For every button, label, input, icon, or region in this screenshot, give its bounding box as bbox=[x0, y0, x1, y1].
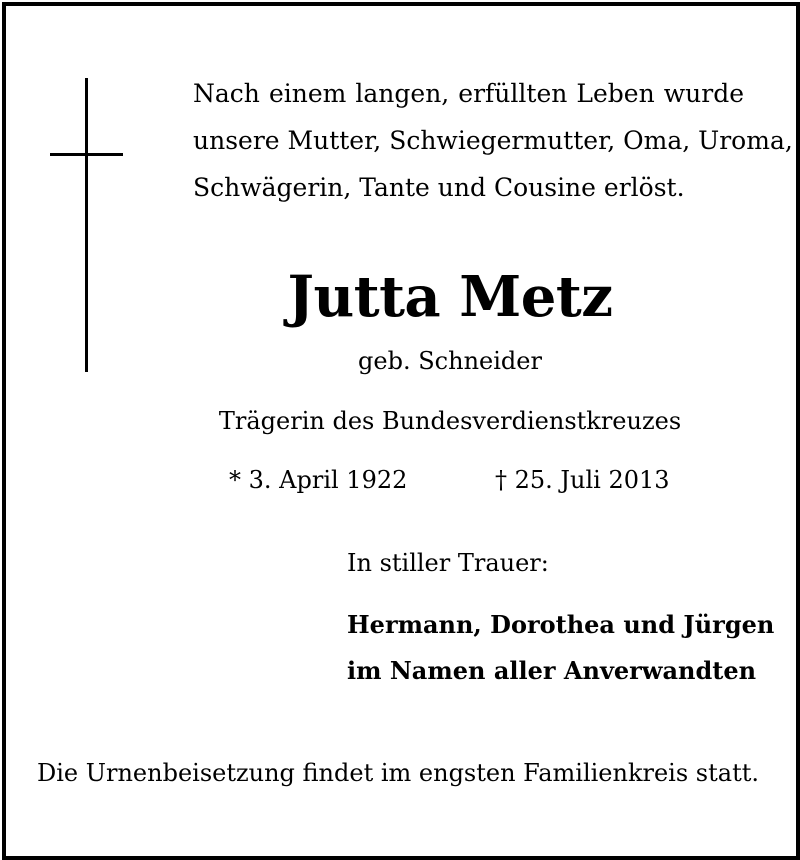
intro-line: Nach einem langen, erfüllten Leben wurde bbox=[193, 79, 744, 108]
death-date: † 25. Juli 2013 bbox=[495, 466, 670, 494]
intro-text bbox=[193, 70, 793, 211]
mourners-line: im Namen aller Anverwandten bbox=[347, 656, 757, 685]
mourners-heading: In stiller Trauer: bbox=[347, 549, 549, 577]
deceased-name: Jutta Metz bbox=[287, 264, 613, 330]
intro-line: Schwägerin, Tante und Cousine erlöst. bbox=[193, 173, 685, 202]
maiden-name: geb. Schneider bbox=[358, 347, 542, 375]
cross-vertical-bar bbox=[85, 78, 88, 372]
birth-date: * 3. April 1922 bbox=[229, 466, 408, 494]
cross-horizontal-bar bbox=[50, 153, 123, 156]
intro-line: unsere Mutter, Schwiegermutter, Oma, Uroma, bbox=[193, 126, 793, 155]
honor-line: Trägerin des Bundesverdienstkreuzes bbox=[218, 407, 682, 435]
mourners-line: Hermann, Dorothea und Jürgen bbox=[347, 610, 775, 639]
burial-note: Die Urnenbeisetzung findet im engsten Familienkreis statt. bbox=[37, 759, 759, 787]
mourners-names bbox=[347, 602, 774, 694]
